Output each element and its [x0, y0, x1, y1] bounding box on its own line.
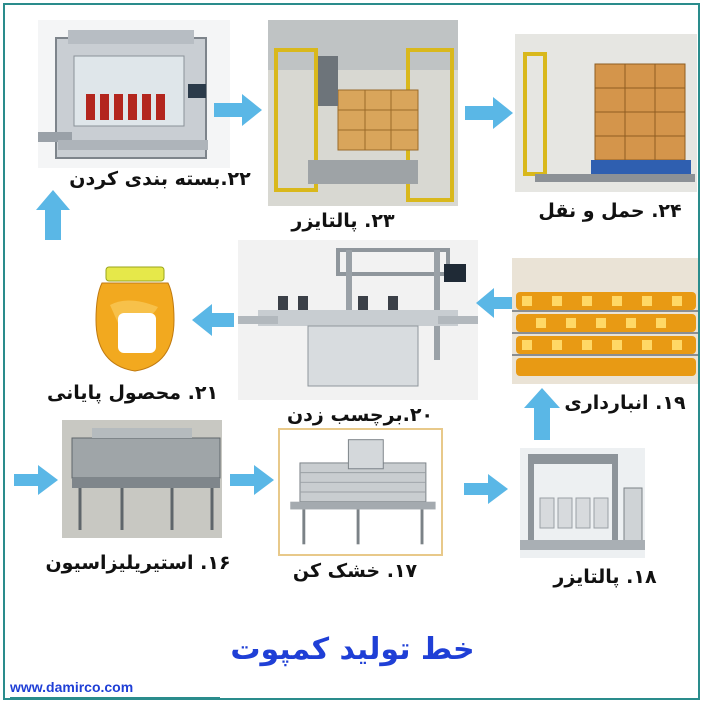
arrow-up-21-22 [36, 190, 70, 240]
labeling-machine-image [238, 240, 478, 400]
step-23-label: ۲۳. پالتایزر [291, 210, 395, 232]
arrow-up-icon [524, 388, 560, 440]
arrow-left-19-20 [476, 288, 512, 318]
compote-jar-icon [88, 265, 183, 375]
step-17-label: ۱۷. خشک کن [292, 560, 418, 582]
arrow-right-22-23 [214, 94, 262, 126]
labeling-machine-icon [238, 240, 478, 400]
warehouse-jars-image [512, 258, 698, 384]
arrow-up-icon [36, 190, 70, 240]
sterilizer-image [62, 420, 222, 538]
pallet-robot-image [268, 20, 458, 206]
arrow-right-17-18 [464, 474, 508, 504]
palletizer-image [520, 448, 645, 558]
step-21-label: ۲۱. محصول پایانی [46, 382, 219, 404]
arrow-left-icon [476, 288, 512, 318]
step-19-label: ۱۹. انبارداری [564, 392, 686, 414]
packing-machine-icon [38, 20, 230, 168]
dryer-icon [280, 430, 441, 554]
arrow-right-icon [214, 94, 262, 126]
pallet-boxes-icon [515, 34, 697, 192]
step-24-label: ۲۴. حمل و نقل [538, 200, 682, 222]
website-link[interactable]: www.damirco.com [10, 679, 134, 695]
step-22-label: ۲۲.بسته بندی کردن [69, 168, 251, 190]
website-underline [10, 697, 220, 699]
arrow-right-icon [14, 465, 58, 495]
palletizer-icon [520, 448, 645, 558]
arrow-right-16-17 [230, 465, 274, 495]
step-16-label: ۱۶. استیریلیزاسیون [45, 552, 231, 574]
step-18-label: ۱۸. پالتایزر [553, 566, 657, 588]
arrow-right-icon [464, 474, 508, 504]
arrow-right-icon [465, 97, 513, 129]
arrow-left-20-21 [192, 304, 234, 336]
diagram-title: خط تولید کمپوت [230, 632, 475, 667]
step-20-label: ۲۰.برچسب زدن [286, 404, 434, 426]
pallet-boxes-image [515, 34, 697, 192]
dryer-image [278, 428, 443, 556]
arrow-left-icon [192, 304, 234, 336]
arrow-up-18-19 [524, 388, 560, 440]
packing-machine-image [38, 20, 230, 168]
compote-jar-image [88, 265, 183, 375]
arrow-right-into-16 [14, 465, 58, 495]
arrow-right-icon [230, 465, 274, 495]
warehouse-jars-icon [512, 258, 698, 384]
pallet-robot-icon [268, 20, 458, 206]
arrow-right-23-24 [465, 97, 513, 129]
sterilizer-icon [62, 420, 222, 538]
